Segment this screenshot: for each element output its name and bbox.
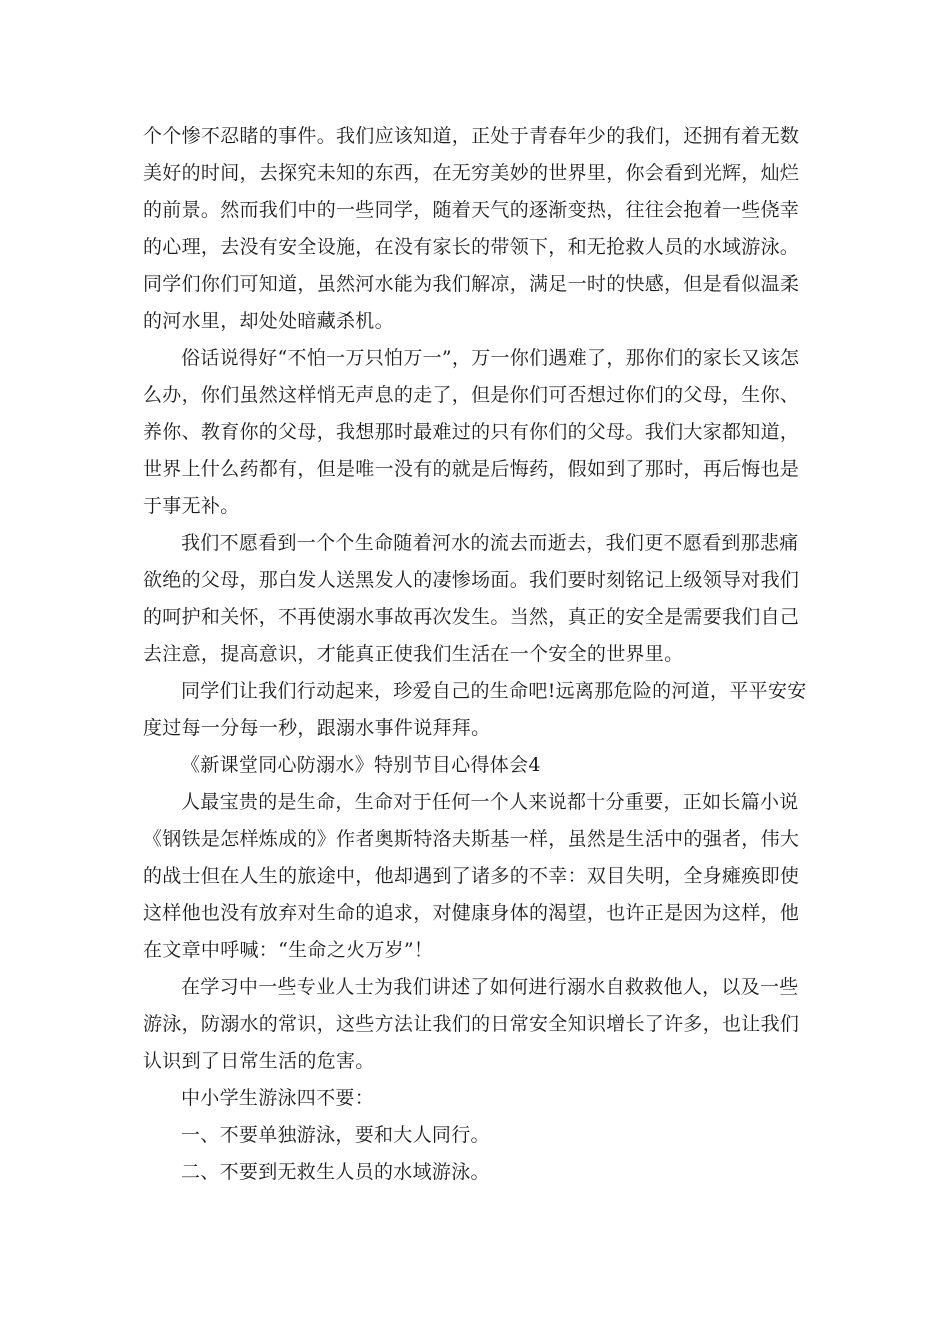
paragraph-4: 同学们让我们行动起来，珍爱自己的生命吧!远离那危险的河道，平平安安度过每一分每一秒，跟溺水事件说拜拜。 (143, 680, 807, 739)
document-body (143, 118, 811, 1191)
paragraph-1: 个个惨不忍睹的事件。我们应该知道，正处于青春年少的我们，还拥有着无数美好的时间，去探究未知的东西，在无穷美妙的世界里，你会看到光辉，灿烂的前景。然而我们中的一些同学，随着天气的逐渐变热，往往会抱着一些侥幸的心理，去没有安全设施，在没有家长的带领下，和无抢救人员的水域游泳。同学们你们可知道，虽然河水能为我们解凉，满足一时的快感，但是看似温柔的河水里，却处处暗藏杀机。 (143, 125, 800, 332)
list-item: 二、不要到无救生人员的水域游泳。 (181, 1161, 490, 1183)
list-heading: 中小学生游泳四不要： (181, 1087, 375, 1109)
section-heading: 《新课堂同心防溺水》特别节目心得体会4 (181, 754, 541, 776)
paragraph-5: 人最宝贵的是生命，生命对于任何一个人来说都十分重要，正如长篇小说《钢铁是怎样炼成的》作者奥斯特洛夫斯基一样，虽然是生活中的强者，伟大的战士但在人生的旅途中，他却遇到了诸多的不幸：双目失明，全身瘫痪即使这样他也没有放弃对生命的追求，对健康身体的渴望，也许正是因为这样，他在文章中呼喊：“生命之火万岁”！ (143, 791, 800, 961)
paragraph-2: 俗话说得好“不怕一万只怕万一”，万一你们遇难了，那你们的家长又该怎么办，你们虽然这样悄无声息的走了，但是你们可否想过你们的父母，生你、养你、教育你的父母，我想那时最难过的只有你们的父母。我们大家都知道，世界上什么药都有，但是唯一没有的就是后悔药，假如到了那时，再后悔也是于事无补。 (143, 347, 800, 517)
paragraph-6: 在学习中一些专业人士为我们讲述了如何进行溺水自救救他人，以及一些游泳，防溺水的常识，这些方法让我们的日常安全知识增长了许多，也让我们认识到了日常生活的危害。 (143, 976, 800, 1072)
list-item: 一、不要单独游泳，要和大人同行。 (181, 1124, 490, 1146)
paragraph-3: 我们不愿看到一个个生命随着河水的流去而逝去，我们更不愿看到那悲痛欲绝的父母，那白发人送黑发人的凄惨场面。我们要时刻铭记上级领导对我们的呵护和关怀，不再使溺水事故再次发生。当然，真正的安全是需要我们自己去注意，提高意识，才能真正使我们生活在一个安全的世界里。 (143, 532, 800, 665)
